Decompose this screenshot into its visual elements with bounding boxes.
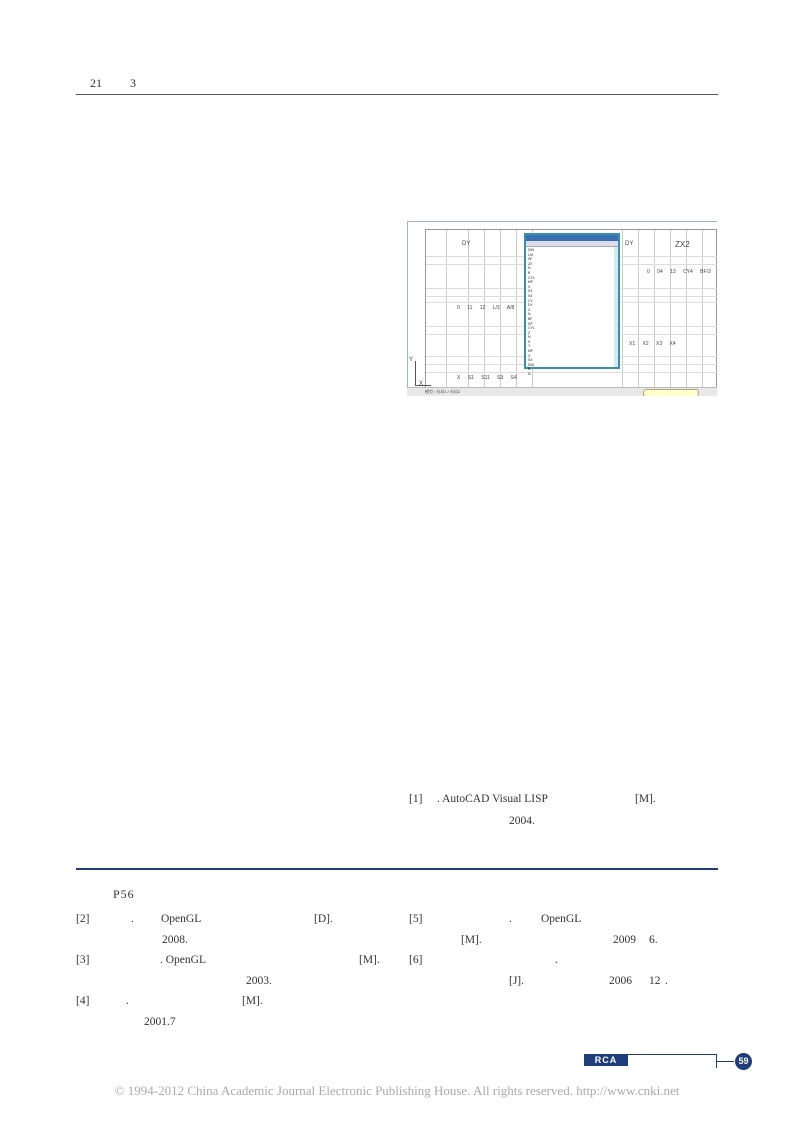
dialog-list-item[interactable]: B — [528, 367, 531, 372]
header-issue: 3 — [130, 76, 136, 90]
dialog-list-item[interactable]: CYL — [528, 326, 535, 331]
notification-balloon[interactable] — [643, 389, 699, 396]
y-axis-label: Y — [409, 357, 414, 363]
dialog-list-item[interactable]: S3 — [528, 358, 533, 363]
dialog-list-item[interactable]: DIN — [528, 248, 535, 252]
dialog-list-item[interactable]: DIN — [528, 362, 535, 367]
reference-number: [5] — [409, 913, 423, 925]
badge-rule — [628, 1054, 716, 1055]
reference-number: [3] — [76, 954, 90, 966]
table-row: 0 11 12 L/3 A/8 — [457, 305, 515, 311]
ucs-y-axis — [415, 361, 416, 385]
dialog-list-item[interactable]: MF — [528, 280, 534, 285]
dialog-list-item[interactable]: N — [528, 312, 531, 317]
dialog-list-item[interactable]: X — [528, 284, 531, 289]
section-rule — [76, 868, 718, 870]
dialog-list-item[interactable]: X — [528, 353, 531, 358]
page-number: 59 — [735, 1053, 752, 1070]
dialog-list-item[interactable]: MF — [528, 349, 534, 354]
x-axis-label: X — [419, 381, 424, 387]
reference-number: [4] — [76, 995, 90, 1007]
dialog-list-item[interactable]: DF — [528, 321, 533, 326]
dialog-list-item[interactable]: Z — [528, 330, 531, 335]
dialog-list-item[interactable]: ZX — [528, 261, 533, 266]
dialog-list-item[interactable]: N — [528, 266, 531, 271]
figure-label-dy-left: DY — [462, 241, 471, 247]
dialog-list-item[interactable]: LM — [528, 252, 533, 257]
continued-from: P56 — [113, 887, 135, 901]
figure-border-top — [407, 221, 717, 222]
dialog-list-item[interactable]: CY — [528, 298, 533, 303]
dialog-list-item[interactable]: N — [528, 372, 531, 377]
dialog-list-item[interactable]: CYL — [528, 275, 535, 280]
dialog-list-item[interactable]: Y — [528, 344, 531, 349]
reference-number: [2] — [76, 913, 90, 925]
dialog-list[interactable] — [526, 247, 618, 378]
badge-connector — [716, 1061, 734, 1062]
dialog-list-item[interactable]: DY — [528, 303, 533, 308]
table-row: X1 X2 X3 X4 — [629, 341, 676, 347]
journal-logo: RCA — [584, 1054, 628, 1066]
symbol-dialog[interactable] — [524, 233, 620, 377]
dialog-scrollbar[interactable] — [614, 247, 618, 367]
header-year: 21 — [90, 76, 102, 90]
dialog-list-item[interactable]: S — [528, 339, 531, 344]
dialog-list-item[interactable]: SF — [528, 257, 533, 262]
layout-tabs[interactable]: 模型 / 布局1 / 布局2 — [425, 389, 461, 394]
dialog-list-item[interactable]: BF — [528, 316, 533, 321]
reference-number: [1] — [409, 793, 423, 805]
dialog-list-item[interactable]: N — [528, 335, 531, 340]
table-row: X S1 S11 S3 S4 — [457, 375, 517, 381]
dialog-list-item[interactable]: S4 — [528, 293, 533, 298]
dialog-list-item[interactable]: S3 — [528, 289, 533, 294]
reference-type: [M]. — [635, 793, 656, 805]
reference-number: [6] — [409, 954, 423, 966]
copyright-footer: © 1994-2012 China Academic Journal Electronic Publishing House. All rights reserved. http://www.cnki.net — [114, 1083, 680, 1098]
figure-label-dy-right: DY — [625, 241, 634, 247]
cad-screenshot-figure — [407, 221, 717, 396]
dialog-list-item[interactable]: Z — [528, 307, 531, 312]
reference-text: . AutoCAD Visual LISP — [437, 793, 548, 805]
reference-year: 2004. — [509, 815, 535, 827]
figure-border-left — [407, 221, 408, 393]
header-rule — [76, 94, 718, 95]
table-row: 0 04 13 CY4 BF/3 — [647, 269, 711, 275]
figure-label-zx: ZX2 — [675, 240, 690, 249]
dialog-list-item[interactable]: B — [528, 270, 531, 275]
